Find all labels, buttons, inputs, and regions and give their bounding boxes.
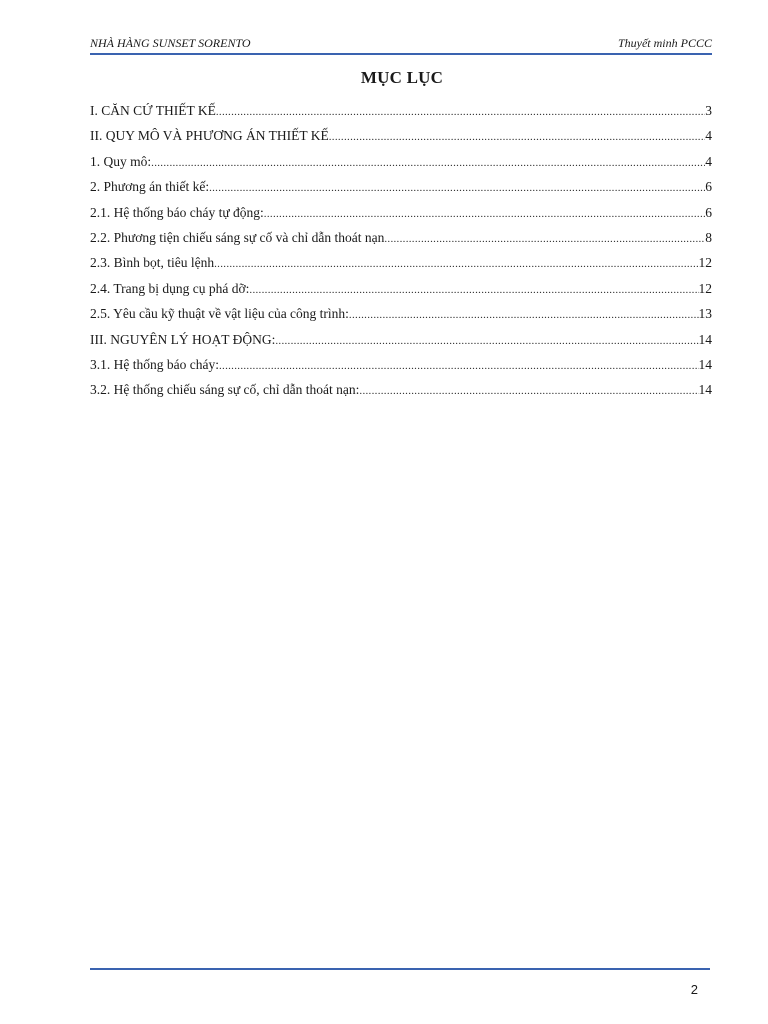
toc-entry[interactable]: [90, 149, 712, 174]
table-of-contents: [90, 98, 712, 403]
toc-entry-page-number[interactable]: 12: [698, 255, 712, 271]
toc-entry[interactable]: [90, 225, 712, 250]
toc-entry-page-number[interactable]: 3: [705, 103, 712, 118]
toc-entry-page-number[interactable]: 14: [698, 382, 712, 398]
toc-entry-title[interactable]: 2. Phương án thiết kế:: [90, 179, 210, 195]
toc-entry-page-number[interactable]: 4: [705, 153, 712, 169]
toc-entry-page-number[interactable]: 13: [698, 306, 712, 322]
toc-entry[interactable]: [90, 377, 712, 402]
toc-dot-leader: [349, 303, 699, 328]
toc-entry-title[interactable]: III. NGUYÊN LÝ HOẠT ĐỘNG:: [90, 331, 276, 347]
toc-dot-leader: [151, 151, 705, 176]
toc-entry-title[interactable]: 3.2. Hệ thống chiếu sáng sự cố, chỉ dẫn thoát nạn:: [90, 382, 360, 398]
toc-dot-leader: [219, 354, 699, 379]
toc-entry-page-number[interactable]: 12: [698, 280, 712, 296]
footer-divider: [90, 968, 710, 970]
toc-dot-leader: [249, 278, 698, 303]
header-project-name: NHÀ HÀNG SUNSET SORENTO: [90, 36, 251, 50]
toc-entry-page-number[interactable]: 6: [705, 204, 712, 220]
toc-entry[interactable]: [90, 123, 712, 148]
page-header: [90, 36, 712, 54]
toc-dot-leader: [216, 100, 705, 125]
toc-entry-title[interactable]: 1. Quy mô:: [90, 153, 152, 169]
toc-entry-page-number[interactable]: 4: [705, 128, 712, 144]
toc-entry-page-number[interactable]: 14: [698, 356, 712, 372]
toc-dot-leader: [214, 252, 698, 277]
toc-dot-leader: [359, 379, 698, 404]
toc-entry[interactable]: [90, 352, 712, 377]
toc-entry[interactable]: [90, 174, 712, 199]
toc-entry-title[interactable]: I. CĂN CỨ THIẾT KẾ: [90, 103, 216, 118]
toc-dot-leader: [384, 227, 705, 252]
toc-entry[interactable]: [90, 301, 712, 326]
toc-entry-page-number[interactable]: 8: [705, 229, 712, 245]
toc-entry[interactable]: [90, 250, 712, 275]
toc-entry[interactable]: [90, 327, 712, 352]
toc-entry-page-number[interactable]: 14: [698, 331, 712, 347]
header-divider: [90, 53, 712, 55]
page-number: 2: [690, 982, 698, 997]
toc-entry-page-number[interactable]: 6: [705, 179, 712, 195]
toc-entry-title[interactable]: II. QUY MÔ VÀ PHƯƠNG ÁN THIẾT KẾ: [90, 128, 329, 144]
toc-entry-title[interactable]: 2.2. Phương tiện chiếu sáng sự cố và chỉ dẫn thoát nạn: [90, 229, 385, 245]
toc-entry[interactable]: [90, 276, 712, 301]
toc-dot-leader: [209, 176, 705, 201]
toc-dot-leader: [275, 329, 698, 354]
toc-entry[interactable]: [90, 200, 712, 225]
toc-entry-title[interactable]: 2.3. Bình bọt, tiêu lệnh: [90, 255, 215, 271]
toc-entry-title[interactable]: 2.4. Trang bị dụng cụ phá dỡ:: [90, 280, 250, 296]
toc-dot-leader: [329, 125, 706, 150]
toc-entry-title[interactable]: 3.1. Hệ thống báo cháy:: [90, 356, 219, 372]
toc-entry-title[interactable]: 2.1. Hệ thống báo cháy tự động:: [90, 204, 264, 220]
toc-dot-leader: [264, 202, 705, 227]
toc-title: MỤC LỤC: [360, 68, 444, 87]
toc-entry-title[interactable]: 2.5. Yêu cầu kỹ thuật về vật liệu của công trình:: [90, 306, 349, 322]
toc-entry[interactable]: [90, 98, 712, 123]
header-document-type: Thuyết minh PCCC: [617, 36, 712, 50]
